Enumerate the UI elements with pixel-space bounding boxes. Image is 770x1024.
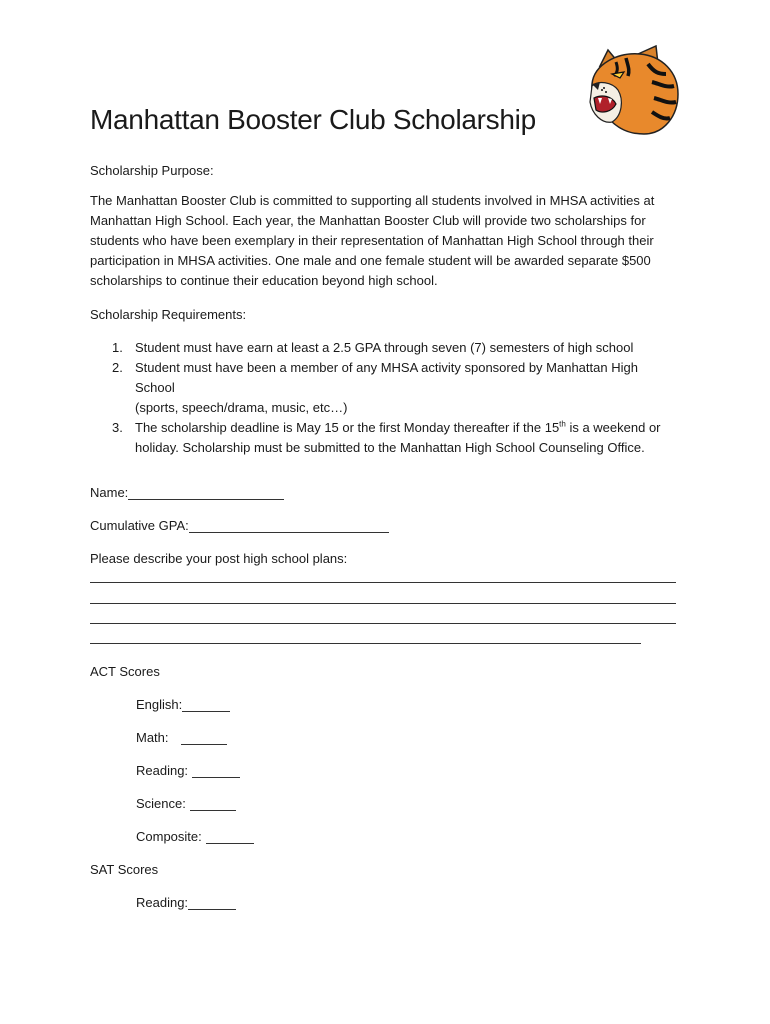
list-number: 3. [112,420,123,435]
purpose-line: The Manhattan Booster Club is committed to supporting all students involved in MHSA activities at [90,193,655,208]
act-reading-row [136,761,240,781]
sat-reading-label: Reading: [136,895,189,910]
sat-reading-field[interactable] [188,895,236,910]
act-heading: ACT Scores [90,664,160,679]
act-math-row [136,728,227,748]
list-number: 1. [112,340,123,355]
name-row [90,483,284,503]
purpose-line: students who have been exemplary in their representation of Manhattan High School through their [90,233,654,248]
purpose-line: scholarships to continue their education beyond high school. [90,273,438,288]
name-label: Name: [90,485,129,500]
act-english-row [136,695,230,715]
requirements-heading: Scholarship Requirements: [90,307,247,322]
list-item [90,338,680,358]
requirement-text: (sports, speech/drama, music, etc…) [135,400,348,415]
act-english-field[interactable] [182,697,230,712]
plans-line[interactable] [90,603,676,604]
tiger-mascot-icon [578,44,684,136]
purpose-heading: Scholarship Purpose: [90,163,214,178]
act-science-row [136,794,236,814]
plans-line[interactable] [90,643,641,644]
list-number: 2. [112,360,123,375]
requirement-text: Student must have been a member of any MHSA activity sponsored by Manhattan High School [135,360,638,395]
sat-reading-row [136,893,236,913]
act-science-label: Science: [136,796,186,811]
act-math-label: Math: [136,730,169,745]
name-field[interactable] [128,485,284,500]
act-math-field[interactable] [181,730,227,745]
act-english-label: English: [136,697,183,712]
ordinal-suffix: th [559,419,566,429]
act-science-field[interactable] [190,796,236,811]
plans-label: Please describe your post high school plans: [90,551,348,566]
act-reading-label: Reading: [136,763,189,778]
page-title: Manhattan Booster Club Scholarship [90,104,536,135]
act-composite-field[interactable] [206,829,254,844]
purpose-paragraph [90,191,670,291]
requirement-text: holiday. Scholarship must be submitted to the Manhattan High School Counseling Office. [135,440,645,455]
requirement-text: Student must have earn at least a 2.5 GPA through seven (7) semesters of high school [135,340,634,355]
requirements-list [90,338,680,458]
plans-line[interactable] [90,623,676,624]
requirement-text-part: is a weekend or [565,420,661,435]
gpa-row [90,516,389,536]
purpose-line: Manhattan High School. Each year, the Manhattan Booster Club will provide two scholarships for [90,213,646,228]
plans-line[interactable] [90,582,676,583]
sat-heading: SAT Scores [90,862,159,877]
list-item [90,418,680,458]
gpa-field[interactable] [189,518,389,533]
purpose-line: participation in MHSA activities. One male and one female student will be awarded separate $500 [90,253,651,268]
act-composite-row [136,827,254,847]
requirement-text [135,418,680,438]
list-item [90,358,680,418]
gpa-label: Cumulative GPA: [90,518,189,533]
requirement-text-part: The scholarship deadline is May 15 or the first Monday thereafter if the 15 [135,420,560,435]
act-reading-field[interactable] [192,763,240,778]
act-composite-label: Composite: [136,829,202,844]
